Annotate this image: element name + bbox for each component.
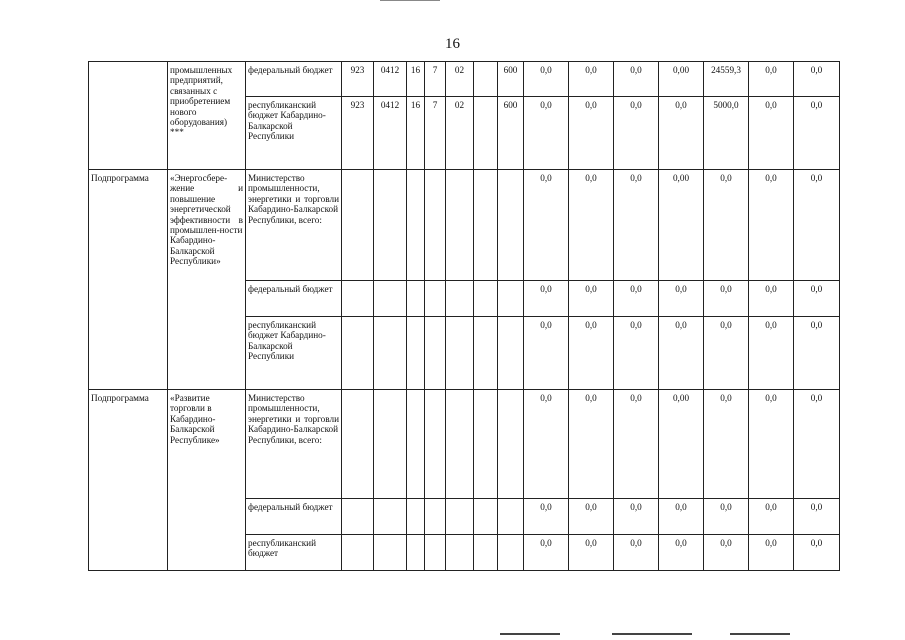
cs3-cell (446, 317, 474, 390)
y1-cell: 0,0 (524, 170, 569, 281)
grbs-cell: 923 (342, 97, 374, 170)
y7-cell: 0,0 (794, 535, 840, 571)
cs4-cell (474, 317, 498, 390)
rzpr-cell: 0412 (374, 62, 407, 97)
source-cell: федеральный бюджет (246, 281, 342, 317)
vr-cell (498, 390, 524, 499)
grbs-cell (342, 281, 374, 317)
y5-cell: 0,0 (704, 281, 749, 317)
y1-cell: 0,0 (524, 97, 569, 170)
y4-cell: 0,00 (659, 390, 704, 499)
grbs-cell (342, 535, 374, 571)
table-row (89, 170, 840, 281)
vr-cell (498, 170, 524, 281)
y2-cell: 0,0 (569, 317, 614, 390)
y7-cell: 0,0 (794, 170, 840, 281)
cs2-cell (425, 170, 446, 281)
y2-cell: 0,0 (569, 62, 614, 97)
y1-cell: 0,0 (524, 499, 569, 535)
cs1-cell (407, 317, 425, 390)
y6-cell: 0,0 (749, 97, 794, 170)
rzpr-cell (374, 499, 407, 535)
y4-cell: 0,0 (659, 317, 704, 390)
rzpr-cell: 0412 (374, 97, 407, 170)
name-cell: промышленных предприятий, связанных с приобретением нового оборудования) *** (168, 62, 246, 170)
cs2-cell (425, 281, 446, 317)
grbs-cell (342, 390, 374, 499)
cs3-cell (446, 390, 474, 499)
y2-cell: 0,0 (569, 535, 614, 571)
y7-cell: 0,0 (794, 390, 840, 499)
y3-cell: 0,0 (614, 97, 659, 170)
page-number: 16 (445, 36, 460, 52)
y1-cell: 0,0 (524, 535, 569, 571)
grbs-cell: 923 (342, 62, 374, 97)
y5-cell: 0,0 (704, 390, 749, 499)
vr-cell (498, 499, 524, 535)
y6-cell: 0,0 (749, 170, 794, 281)
y4-cell: 0,0 (659, 535, 704, 571)
name-cell: «Энергосбере-жение и повышение энергетической эффективности в промышлен-ности Кабардино-Балкарской Республики» (168, 170, 246, 390)
y2-cell: 0,0 (569, 281, 614, 317)
rzpr-cell (374, 535, 407, 571)
y6-cell: 0,0 (749, 390, 794, 499)
y3-cell: 0,0 (614, 499, 659, 535)
y3-cell: 0,0 (614, 281, 659, 317)
cs4-cell (474, 281, 498, 317)
grbs-cell (342, 170, 374, 281)
vr-cell (498, 317, 524, 390)
cs1-cell (407, 390, 425, 499)
y1-cell: 0,0 (524, 317, 569, 390)
cs3-cell (446, 535, 474, 571)
cs1-cell (407, 170, 425, 281)
cs1-cell (407, 281, 425, 317)
y1-cell: 0,0 (524, 62, 569, 97)
cs4-cell (474, 97, 498, 170)
y4-cell: 0,0 (659, 499, 704, 535)
y2-cell: 0,0 (569, 170, 614, 281)
grbs-cell (342, 499, 374, 535)
source-cell: Министерство промышленности, энергетики и торговли Кабардино-Балкарской Республики, всего: (246, 390, 342, 499)
cs2-cell (425, 535, 446, 571)
source-cell: республиканский бюджет (246, 535, 342, 571)
cs4-cell (474, 499, 498, 535)
cs2-cell: 7 (425, 97, 446, 170)
y4-cell: 0,00 (659, 62, 704, 97)
y3-cell: 0,0 (614, 535, 659, 571)
y1-cell: 0,0 (524, 281, 569, 317)
y4-cell: 0,00 (659, 170, 704, 281)
y2-cell: 0,0 (569, 499, 614, 535)
vr-cell (498, 281, 524, 317)
status-cell: Подпрограмма (89, 170, 168, 390)
source-cell: федеральный бюджет (246, 499, 342, 535)
y1-cell: 0,0 (524, 390, 569, 499)
table-row (89, 390, 840, 499)
vr-cell: 600 (498, 97, 524, 170)
y5-cell: 0,0 (704, 170, 749, 281)
cs3-cell (446, 170, 474, 281)
cs4-cell (474, 390, 498, 499)
y3-cell: 0,0 (614, 390, 659, 499)
vr-cell (498, 535, 524, 571)
y3-cell: 0,0 (614, 170, 659, 281)
cs1-cell: 16 (407, 62, 425, 97)
y5-cell: 24559,3 (704, 62, 749, 97)
cs3-cell (446, 499, 474, 535)
cs1-cell (407, 535, 425, 571)
cs2-cell: 7 (425, 62, 446, 97)
y7-cell: 0,0 (794, 97, 840, 170)
cs4-cell (474, 535, 498, 571)
source-cell: федеральный бюджет (246, 62, 342, 97)
cs3-cell: 02 (446, 62, 474, 97)
status-cell: Подпрограмма (89, 390, 168, 571)
source-cell: Министерство промышленности, энергетики и торговли Кабардино-Балкарской Республики, всего: (246, 170, 342, 281)
scan-artifact-bottom (730, 633, 790, 635)
vr-cell: 600 (498, 62, 524, 97)
grbs-cell (342, 317, 374, 390)
y2-cell: 0,0 (569, 390, 614, 499)
table-row (89, 62, 840, 97)
cs3-cell: 02 (446, 97, 474, 170)
cs2-cell (425, 317, 446, 390)
cs2-cell (425, 499, 446, 535)
source-cell: республиканский бюджет Кабардино-Балкарской Республики (246, 317, 342, 390)
y5-cell: 0,0 (704, 317, 749, 390)
y7-cell: 0,0 (794, 499, 840, 535)
cs3-cell (446, 281, 474, 317)
y7-cell: 0,0 (794, 281, 840, 317)
y4-cell: 0,0 (659, 97, 704, 170)
cs4-cell (474, 62, 498, 97)
y5-cell: 0,0 (704, 499, 749, 535)
status-cell (89, 62, 168, 170)
scan-artifact-bottom (612, 633, 692, 635)
y6-cell: 0,0 (749, 499, 794, 535)
cs4-cell (474, 170, 498, 281)
y6-cell: 0,0 (749, 62, 794, 97)
y3-cell: 0,0 (614, 317, 659, 390)
y6-cell: 0,0 (749, 535, 794, 571)
name-cell: «Развитие торговли в Кабардино-Балкарской Республике» (168, 390, 246, 571)
y5-cell: 5000,0 (704, 97, 749, 170)
cs1-cell (407, 499, 425, 535)
cs2-cell (425, 390, 446, 499)
y3-cell: 0,0 (614, 62, 659, 97)
rzpr-cell (374, 390, 407, 499)
y7-cell: 0,0 (794, 62, 840, 97)
rzpr-cell (374, 170, 407, 281)
cs1-cell: 16 (407, 97, 425, 170)
y5-cell: 0,0 (704, 535, 749, 571)
y6-cell: 0,0 (749, 281, 794, 317)
rzpr-cell (374, 317, 407, 390)
rzpr-cell (374, 281, 407, 317)
y2-cell: 0,0 (569, 97, 614, 170)
y7-cell: 0,0 (794, 317, 840, 390)
scan-artifact-top (380, 0, 440, 1)
budget-table (88, 61, 840, 571)
y6-cell: 0,0 (749, 317, 794, 390)
scan-artifact-bottom (500, 633, 560, 635)
source-cell: республиканский бюджет Кабардино-Балкарской Республики (246, 97, 342, 170)
y4-cell: 0,0 (659, 281, 704, 317)
